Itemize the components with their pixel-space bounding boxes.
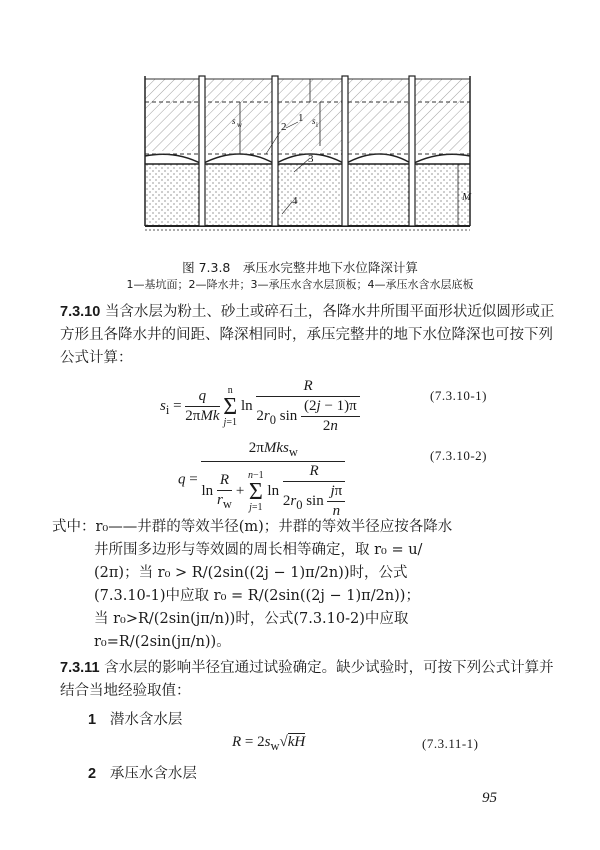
where-line-4: (7.3.10-1)中应取 r₀ = R/(2sin((2j − 1)π/2n))； <box>94 588 420 604</box>
item-1-text: 潜水含水层 <box>109 712 183 728</box>
fig-label-2: 2 <box>281 121 287 133</box>
fig-label-M: M <box>462 191 472 203</box>
where-line-1: r₀——井群的等效半径(m)；井群的等效半径应按各降水 <box>95 519 453 535</box>
fig-label-4: 4 <box>292 195 298 207</box>
equation-7-3-10-2: q = 2πMks$_w$ ln $\frac{R}{r_w}$ + n−1 Σ j=1 ln R $2r_0$ sin $\frac{j\pi}{n}$ <box>178 440 345 520</box>
fig-label-3: 3 <box>308 153 314 165</box>
equation-7-3-10-1: $s_i$ = $\frac{q}{\text{2πMk}}$ n Σ j=1 ln R $2r_0$ sin $\frac{(2j - 1)\pi}{2n}$ <box>160 378 360 435</box>
list-item-1 <box>88 708 182 729</box>
where-line-3: (2π)；当 r₀ > R/(2sin((2j − 1)π/2n))时，公式 <box>94 565 408 581</box>
figure-legend: 1—基坑面；2—降水井；3—承压水含水层顶板；4—承压水含水层底板 <box>126 278 474 291</box>
where-block <box>52 516 562 654</box>
section-number-2: 7.3.11 <box>60 660 100 676</box>
fig-label-s-sub: i <box>316 121 318 129</box>
item-1-number: 1 <box>88 712 97 728</box>
eq-number-3: (7.3.11-1) <box>422 736 479 751</box>
where-line-5: 当 r₀>R/(2sin(jπ/n))时，公式(7.3.10-2)中应取 <box>94 611 409 627</box>
well-figure <box>140 74 475 244</box>
section-number: 7.3.10 <box>60 304 101 320</box>
list-item-2 <box>88 762 197 783</box>
page-number: 95 <box>482 790 497 806</box>
figure-caption: 图 7.3.8 承压水完整井地下水位降深计算 <box>182 260 418 275</box>
fig-label-s: s <box>312 116 316 126</box>
fig-label-sw: s <box>232 116 236 126</box>
section-7-3-11 <box>60 657 560 703</box>
eq-number-2: (7.3.10-2) <box>430 448 487 463</box>
fig-label-1: 1 <box>298 112 304 124</box>
eq-number-1: (7.3.10-1) <box>430 388 487 403</box>
item-2-text: 承压水含水层 <box>109 766 197 782</box>
section-7-3-10 <box>60 301 560 370</box>
equation-7-3-11-1: $R = 2s_w√kH$ <box>232 734 306 753</box>
section-text-2: 含水层的影响半径宜通过试验确定。缺少试验时，可按下列公式计算并结合当地经验取值： <box>60 660 554 699</box>
section-text: 当含水层为粉土、砂土或碎石土，各降水井所围平面形状近似圆形或正方形且各降水井的间距、降深相同时，承压完整井的地下水位降深也可按下列公式计算： <box>60 304 555 366</box>
where-line-2: 井所围多边形与等效圆的周长相等确定，取 r₀ = u/ <box>94 542 423 558</box>
item-2-number: 2 <box>88 766 97 782</box>
where-lead: 式中： <box>52 519 96 535</box>
where-line-6: r₀=R/(2sin(jπ/n))。 <box>94 634 231 650</box>
fig-label-sw-sub: w <box>237 121 243 129</box>
